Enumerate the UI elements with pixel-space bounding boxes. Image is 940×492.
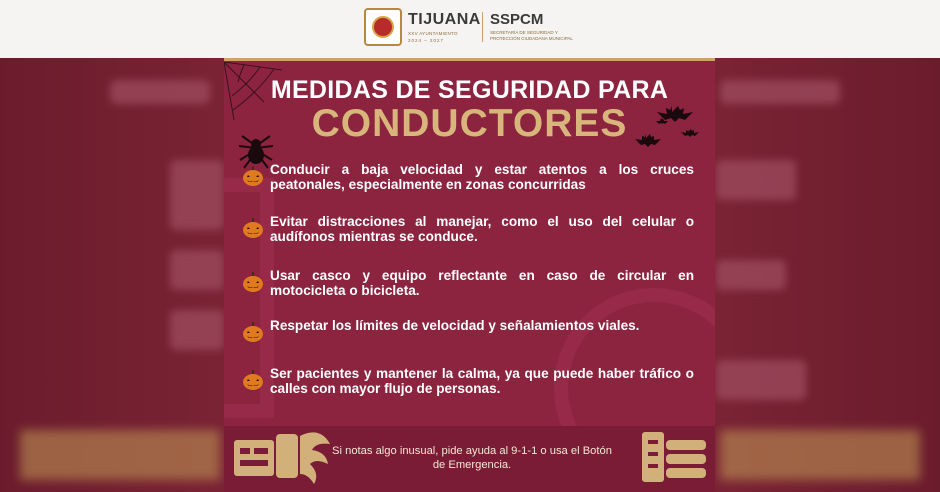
pumpkin-icon	[242, 322, 264, 342]
agency-name: SSPCM	[490, 11, 544, 28]
safety-tip-text: Usar casco y equipo reflectante en caso de circular en motocicleta o bicicleta.	[270, 268, 694, 298]
logo-divider	[482, 12, 483, 42]
city-subtitle: XXV AYUNTAMIENTO	[408, 31, 458, 36]
safety-tip	[270, 268, 694, 298]
safety-tip	[270, 162, 694, 192]
safety-tip-text: Respetar los límites de velocidad y señalamientos viales.	[270, 318, 640, 333]
safety-tip	[270, 214, 694, 244]
city-seal-icon	[364, 8, 402, 46]
safety-tip-text: Ser pacientes y mantener la calma, ya que puede haber tráfico o calles con mayor flujo de personas.	[270, 366, 694, 396]
safety-tip	[270, 318, 694, 333]
pumpkin-icon	[242, 272, 264, 292]
safety-tip-text: Evitar distracciones al manejar, como el uso del celular o audífonos mientras se conduce.	[270, 214, 694, 244]
safety-poster	[224, 58, 715, 492]
poster-title-line2: CONDUCTORES	[311, 102, 628, 145]
emergency-footer-text: Si notas algo inusual, pide ayuda al 9-1-1 o usa el Botón de Emergencia.	[332, 445, 612, 471]
institution-logos	[364, 6, 578, 50]
pumpkin-icon	[242, 370, 264, 390]
pumpkin-icon	[242, 166, 264, 186]
agency-subtitle: SECRETARÍA DE SEGURIDAD Y PROTECCIÓN CIUDADANA MUNICIPAL	[490, 30, 573, 41]
poster-top-border	[224, 58, 715, 61]
safety-tip-text: Conducir a baja velocidad y estar atentos a los cruces peatonales, especialmente en zonas concurridas	[270, 162, 694, 192]
poster-title-line1: MEDIDAS DE SEGURIDAD PARA	[270, 76, 669, 104]
safety-tip	[270, 366, 694, 396]
city-name: TIJUANA	[408, 11, 481, 28]
header-bar	[0, 0, 940, 58]
city-years: 2024 – 2027	[408, 38, 445, 43]
pumpkin-icon	[242, 218, 264, 238]
